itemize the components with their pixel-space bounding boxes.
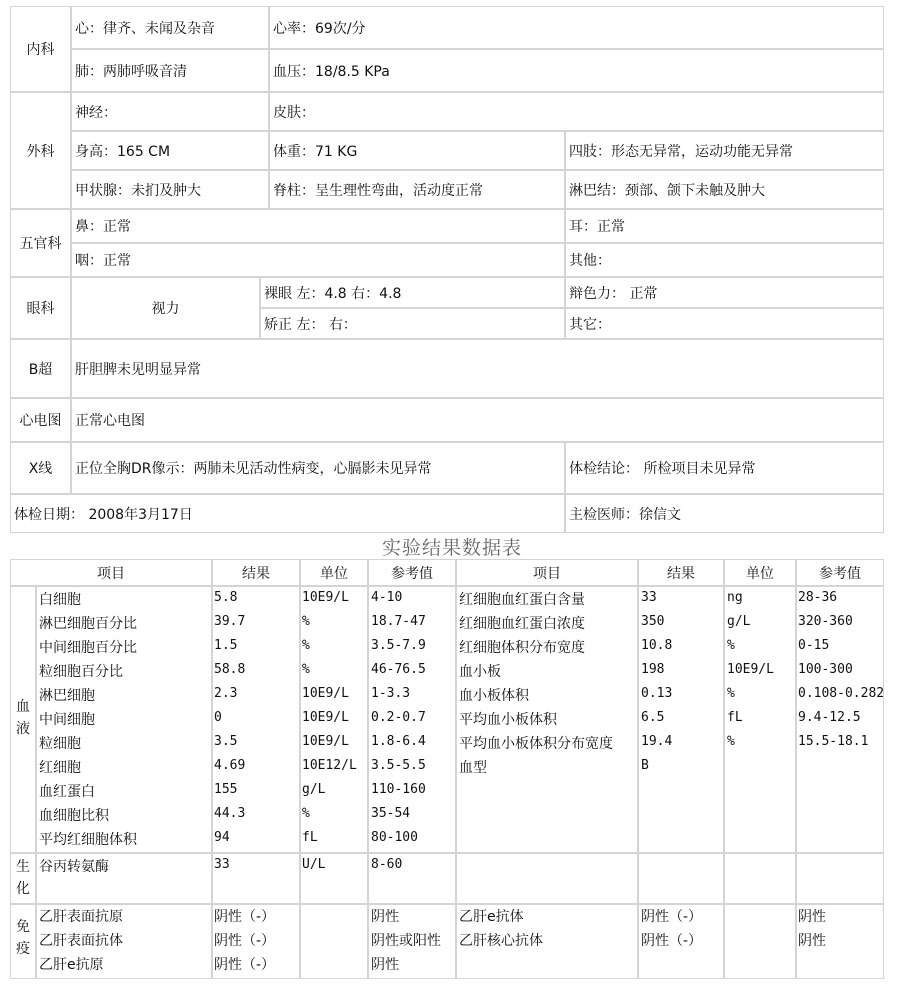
- blood-item-result: 5.8: [214, 590, 238, 605]
- immune-item-name: 乙肝核心抗体: [459, 933, 543, 949]
- blood-item-unit: 10E9/L: [727, 662, 774, 677]
- blood-item-result: 44.3: [214, 806, 246, 821]
- immune-item-ref: 阴性: [371, 909, 399, 925]
- xray-field: 正位全胸DR像示：两肺未见活动性病变，心膈影未见异常: [71, 442, 565, 494]
- blood-item-result: 2.3: [214, 686, 238, 701]
- immune-item-result: 阴性（-）: [641, 933, 703, 949]
- blood-item-name: 血小板体积: [459, 688, 529, 704]
- exam-date-field: 体检日期： 2008年3月17日: [10, 494, 565, 533]
- section-internal-label: 内科: [10, 6, 71, 92]
- header-unit-left: 单位: [300, 559, 368, 586]
- blood-item-unit: %: [302, 662, 310, 677]
- blood-item-ref: 28-36: [798, 590, 838, 605]
- blood-item-ref: 0.2-0.7: [371, 710, 426, 725]
- blood-item-name: 粒细胞百分比: [39, 664, 123, 680]
- blood-item-result: 94: [214, 830, 230, 845]
- blood-item-ref: 100-300: [798, 662, 853, 677]
- biochem-empty-4: [796, 853, 884, 904]
- lymph-field: 淋巴结：颈部、颌下未触及肿大: [565, 170, 884, 209]
- blood-item-ref: 1-3.3: [371, 686, 411, 701]
- height-field: 身高：165 CM: [71, 131, 269, 170]
- spine-field: 脊柱：呈生理性弯曲，活动度正常: [269, 170, 565, 209]
- weight-field: 体重：71 KG: [269, 131, 565, 170]
- blood-item-name: 血型: [459, 760, 487, 776]
- blood-item-name: 中间细胞百分比: [39, 640, 137, 656]
- blood-item-ref: 80-100: [371, 830, 418, 845]
- immune-item-ref: 阴性: [798, 909, 826, 925]
- blood-item-name: 淋巴细胞: [39, 688, 95, 704]
- blood-item-unit: %: [302, 806, 310, 821]
- ear-field: 耳：正常: [565, 209, 884, 243]
- section-surgery-label: 外科: [10, 92, 71, 209]
- blood-item-name: 平均红细胞体积: [39, 832, 137, 848]
- immune-item-result: 阴性（-）: [214, 909, 276, 925]
- blood-item-ref: 46-76.5: [371, 662, 426, 677]
- blood-item-unit: %: [302, 614, 310, 629]
- header-unit-right: 单位: [724, 559, 796, 586]
- blood-item-unit: ng: [727, 590, 743, 605]
- blood-item-unit: %: [727, 734, 735, 749]
- limbs-field: 四肢：形态无异常，运动功能无异常: [565, 131, 884, 170]
- eye-other-field: 其它：: [565, 308, 884, 339]
- blood-item-result: 58.8: [214, 662, 246, 677]
- ecg-field: 正常心电图: [71, 398, 884, 442]
- heart-field: 心：律齐、未闻及杂音: [71, 6, 269, 49]
- heart-rate-field: 心率：69次/分: [269, 6, 884, 49]
- blood-item-name: 血红蛋白: [39, 784, 95, 800]
- section-ecg-label: 心电图: [10, 398, 71, 442]
- blood-item-result: 33: [641, 590, 657, 605]
- blood-item-name: 淋巴细胞百分比: [39, 616, 137, 632]
- blood-item-ref: 35-54: [371, 806, 411, 821]
- blood-item-ref: 15.5-18.1: [798, 734, 869, 749]
- lab-table-caption: 实验结果数据表: [381, 537, 522, 559]
- immune-item-name: 乙肝e抗体: [459, 909, 524, 925]
- blood-item-ref: 3.5-7.9: [371, 638, 426, 653]
- immune-item-name: 乙肝e抗原: [39, 957, 104, 973]
- blood-item-unit: %: [302, 638, 310, 653]
- blood-item-unit: %: [727, 686, 735, 701]
- blood-item-unit: 10E9/L: [302, 734, 349, 749]
- corrected-vision-field: 矫正 左： 右：: [260, 308, 565, 339]
- blood-item-name: 白细胞: [39, 592, 81, 608]
- blood-item-result: 155: [214, 782, 238, 797]
- blood-item-ref: 18.7-47: [371, 614, 426, 629]
- blood-item-unit: g/L: [727, 614, 751, 629]
- header-item-left: 项目: [10, 559, 212, 586]
- biochem-section-label: 生 化: [16, 859, 30, 897]
- bscan-field: 肝胆脾未见明显异常: [71, 339, 884, 398]
- biochem-item-result: 33: [214, 857, 230, 872]
- blood-item-name: 红细胞血红蛋白含量: [459, 592, 585, 608]
- ent-other-field: 其他：: [565, 243, 884, 277]
- biochem-empty-3: [724, 853, 796, 904]
- immune-right-unit-col: [724, 904, 796, 979]
- lab-results-table: [10, 559, 884, 979]
- blood-item-unit: fL: [302, 830, 318, 845]
- blood-item-ref: 3.5-5.5: [371, 758, 426, 773]
- biochem-empty-2: [638, 853, 724, 904]
- blood-item-name: 血小板: [459, 664, 501, 680]
- blood-item-unit: 10E9/L: [302, 590, 349, 605]
- color-vision-field: 辩色力： 正常: [565, 277, 884, 308]
- immune-section-label: 免 疫: [16, 919, 30, 957]
- blood-item-ref: 110-160: [371, 782, 426, 797]
- immune-item-ref: 阴性: [371, 957, 399, 973]
- blood-item-result: 0: [214, 710, 222, 725]
- biochem-item-unit: U/L: [302, 857, 326, 872]
- section-xray-label: X线: [10, 442, 71, 494]
- blood-item-name: 血细胞比积: [39, 808, 109, 824]
- blood-item-result: 39.7: [214, 614, 246, 629]
- blood-section-label: 血 液: [16, 699, 30, 737]
- section-eye-label: 眼科: [10, 277, 71, 339]
- blood-item-result: 10.8: [641, 638, 673, 653]
- conclusion-field: 体检结论： 所检项目未见异常: [565, 442, 884, 494]
- blood-item-name: 粒细胞: [39, 736, 81, 752]
- blood-item-ref: 0-15: [798, 638, 830, 653]
- immune-item-name: 乙肝表面抗体: [39, 933, 123, 949]
- biochem-item-name: 谷丙转氨酶: [39, 859, 109, 875]
- blood-item-result: 1.5: [214, 638, 238, 653]
- thyroid-field: 甲状腺：未扪及肿大: [71, 170, 269, 209]
- nose-field: 鼻：正常: [71, 209, 565, 243]
- blood-item-ref: 4-10: [371, 590, 403, 605]
- immune-item-result: 阴性（-）: [214, 933, 276, 949]
- blood-item-result: 3.5: [214, 734, 238, 749]
- blood-item-name: 中间细胞: [39, 712, 95, 728]
- immune-item-name: 乙肝表面抗原: [39, 909, 123, 925]
- throat-field: 咽：正常: [71, 243, 565, 277]
- biochem-item-ref: 8-60: [371, 857, 403, 872]
- biochem-empty-1: [456, 853, 638, 904]
- naked-eye-field: 裸眼 左：4.8 右：4.8: [260, 277, 565, 308]
- physical-exam-table: [10, 6, 884, 533]
- blood-pressure-field: 血压：18/8.5 KPa: [269, 49, 884, 92]
- blood-item-result: 4.69: [214, 758, 246, 773]
- immune-item-result: 阴性（-）: [214, 957, 276, 973]
- header-ref-right: 参考值: [796, 559, 884, 586]
- blood-item-name: 红细胞: [39, 760, 81, 776]
- blood-item-result: 198: [641, 662, 665, 677]
- nerve-field: 神经：: [71, 92, 269, 131]
- vision-label: 视力: [71, 277, 260, 339]
- blood-item-unit: fL: [727, 710, 743, 725]
- blood-item-ref: 1.8-6.4: [371, 734, 426, 749]
- immune-item-ref: 阴性: [798, 933, 826, 949]
- skin-field: 皮肤：: [269, 92, 884, 131]
- blood-item-unit: 10E9/L: [302, 710, 349, 725]
- blood-item-result: 6.5: [641, 710, 665, 725]
- blood-item-result: B: [641, 758, 649, 773]
- section-bscan-label: B超: [10, 339, 71, 398]
- blood-item-ref: 320-360: [798, 614, 853, 629]
- blood-item-result: 350: [641, 614, 665, 629]
- header-result-left: 结果: [212, 559, 300, 586]
- blood-item-name: 平均血小板体积: [459, 712, 557, 728]
- blood-item-name: 红细胞血红蛋白浓度: [459, 616, 585, 632]
- lung-field: 肺：两肺呼吸音清: [71, 49, 269, 92]
- blood-item-result: 19.4: [641, 734, 673, 749]
- immune-unit-col: [300, 904, 368, 979]
- blood-item-name: 红细胞体积分布宽度: [459, 640, 585, 656]
- blood-item-result: 0.13: [641, 686, 673, 701]
- header-result-right: 结果: [638, 559, 724, 586]
- chief-doctor-field: 主检医师：徐信文: [565, 494, 884, 533]
- blood-item-ref: 9.4-12.5: [798, 710, 861, 725]
- blood-item-unit: 10E12/L: [302, 758, 357, 773]
- immune-item-ref: 阴性或阳性: [371, 933, 441, 949]
- blood-item-name: 平均血小板体积分布宽度: [459, 736, 613, 752]
- section-ent-label: 五官科: [10, 209, 71, 277]
- header-item-right: 项目: [456, 559, 638, 586]
- blood-item-unit: g/L: [302, 782, 326, 797]
- immune-item-result: 阴性（-）: [641, 909, 703, 925]
- blood-item-unit: %: [727, 638, 735, 653]
- blood-item-unit: 10E9/L: [302, 686, 349, 701]
- header-ref-left: 参考值: [368, 559, 456, 586]
- blood-item-ref: 0.108-0.282: [798, 686, 885, 701]
